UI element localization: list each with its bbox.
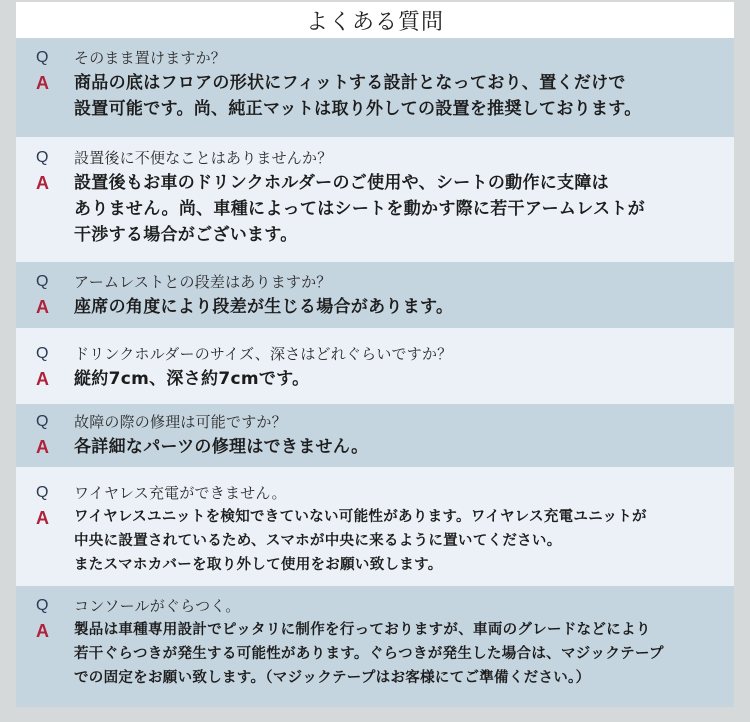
answer-text: 座席の角度により段差が生じる場合があります。 xyxy=(74,297,454,317)
question-line xyxy=(36,410,726,434)
question-text: アームレストとの段差はありますか？ xyxy=(74,273,332,291)
question-line xyxy=(36,46,726,70)
q-mark-icon: Q xyxy=(36,484,49,501)
faq-item xyxy=(16,137,734,262)
answer-text: 製品は車種専用設計でピッタリに制作を行っておりますが、車両のグレードなどにより 若干ぐらつきが発生する可能性があります。ぐらつきが発生した場合は、マジックテープ での固定をお願い致します。（マジックテープはお客様にてご準備ください。） xyxy=(74,622,664,686)
faq-item xyxy=(16,467,734,586)
question-line xyxy=(36,146,726,170)
question-text: そのまま置けますか？ xyxy=(74,49,227,67)
answer-text: 商品の底はフロアの形状にフィットする設計となっており、置くだけで 設置可能です。尚、純正マットは取り外しての設置を推奨しております。 xyxy=(74,73,642,119)
a-mark-icon: A xyxy=(36,437,49,457)
faq-item xyxy=(16,404,734,467)
answer-text: 各詳細なパーツの修理はできません。 xyxy=(74,437,369,457)
answer-line xyxy=(36,170,726,248)
a-mark-icon: A xyxy=(36,173,49,193)
question-text: 故障の際の修理は可能ですか？ xyxy=(74,413,287,431)
answer-text: 設置後もお車のドリンクホルダーのご使用や、シートの動作に支障は ありません。尚、車種によってはシートを動かす際に若干アームレストが 干渉する場合がございます。 xyxy=(74,173,645,245)
q-mark-icon: Q xyxy=(36,273,49,290)
question-text: ドリンクホルダーのサイズ、深さはどれぐらいですか？ xyxy=(74,345,453,363)
question-line xyxy=(36,270,726,294)
q-mark-icon: Q xyxy=(36,345,49,362)
question-line xyxy=(36,594,726,618)
answer-line xyxy=(36,618,726,690)
a-mark-icon: A xyxy=(36,297,49,317)
a-mark-icon: A xyxy=(36,73,49,93)
q-mark-icon: Q xyxy=(36,413,49,430)
answer-line xyxy=(36,434,726,460)
page-title: よくある質問 xyxy=(305,9,444,35)
faq-item xyxy=(16,586,734,707)
q-mark-icon: Q xyxy=(36,597,49,614)
answer-line xyxy=(36,366,726,392)
question-text: 設置後に不便なことはありませんか？ xyxy=(74,149,333,167)
answer-text: 縦約7cm、深さ約7cmです。 xyxy=(74,369,310,389)
q-mark-icon: Q xyxy=(36,49,49,66)
answer-line xyxy=(36,294,726,320)
faq-item xyxy=(16,262,734,328)
answer-text: ワイヤレスユニットを検知できていない可能性があります。ワイヤレス充電ユニットが 中央に設置されているため、スマホが中央に来るように置いてください。 またスマホカバーを取り外して使用をお願い致します。 xyxy=(74,509,647,573)
a-mark-icon: A xyxy=(36,508,49,528)
q-mark-icon: Q xyxy=(36,149,49,166)
question-line xyxy=(36,481,726,505)
faq-header xyxy=(16,2,734,38)
faq-item xyxy=(16,38,734,137)
answer-line xyxy=(36,70,726,122)
answer-line xyxy=(36,505,726,577)
faq-panel xyxy=(16,2,734,707)
faq-item xyxy=(16,328,734,404)
a-mark-icon: A xyxy=(36,369,49,389)
a-mark-icon: A xyxy=(36,621,49,641)
question-text: コンソールがぐらつく。 xyxy=(74,597,241,615)
question-text: ワイヤレス充電ができません。 xyxy=(74,484,287,502)
question-line xyxy=(36,342,726,366)
